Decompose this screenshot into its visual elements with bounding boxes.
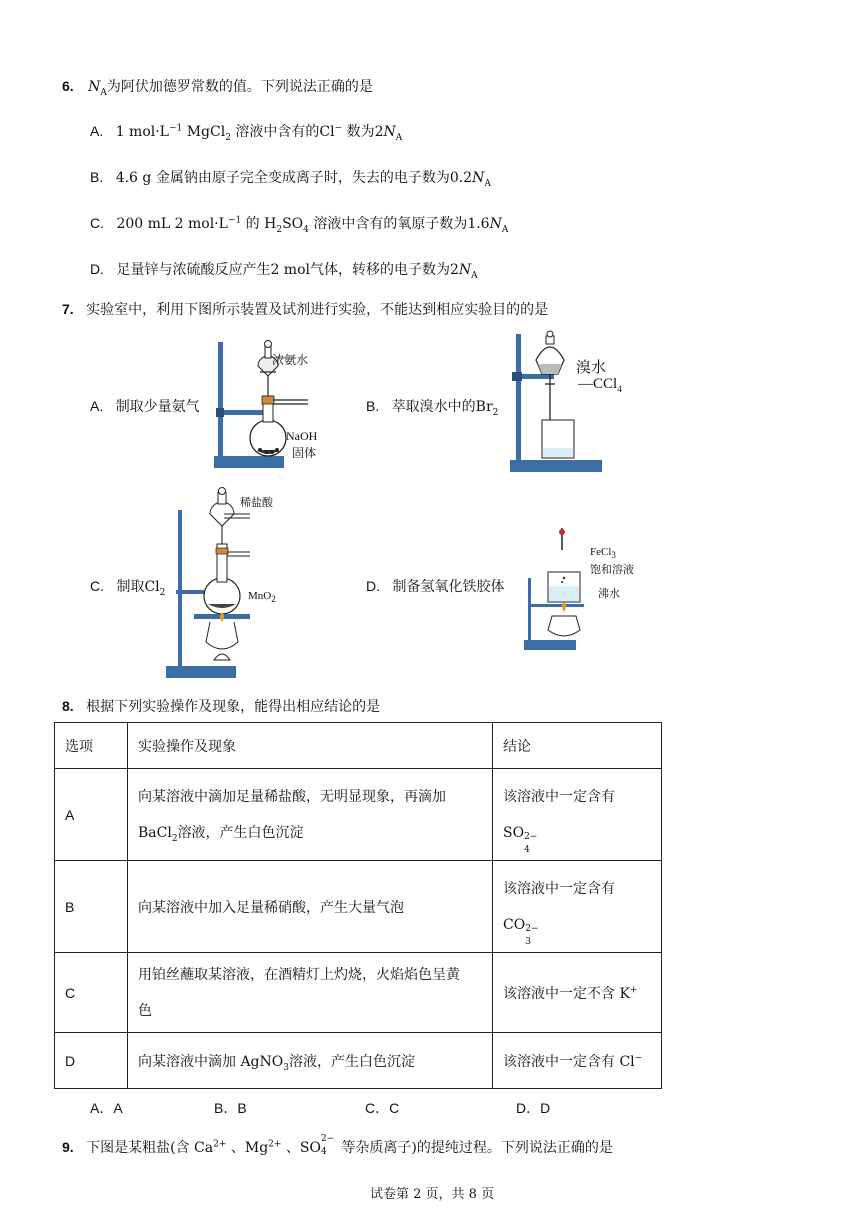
header-operation: 实验操作及现象	[128, 723, 493, 769]
q7-option-c: C. 制取$Cl_2$	[90, 578, 166, 598]
row-conclusion: 该溶液中一定含有 CO 2− 3	[493, 861, 662, 953]
q8-answer-c: C．C	[365, 1100, 400, 1116]
question-number: 9.	[62, 1139, 74, 1155]
q6-option-d: D. 足量锌与浓硫酸反应产生2 mol气体，转移的电子数为$2N_A$	[90, 261, 478, 281]
row-option: B	[55, 861, 128, 953]
question-8-stem: 8. 根据下列实验操作及现象，能得出相应结论的是	[62, 698, 381, 715]
label-fecl3: FeCl$_3$	[590, 546, 616, 561]
question-9-stem: 9. 下图是某粗盐(含 $Ca^{2+}$ 、$Mg^{2+}$ 、SO 2− 4 等杂质离子)的提纯过程。下列说法正确的是	[62, 1134, 613, 1157]
label-ammonia-water: 浓氨水	[272, 353, 309, 367]
table-row	[55, 953, 662, 1033]
table-row	[55, 769, 662, 861]
question-number: 6.	[62, 78, 74, 94]
row-conclusion: 该溶液中一定含有 Cl−	[493, 1033, 662, 1089]
q8-answer-b: B．B	[214, 1100, 247, 1116]
label-naoh: NaOH	[286, 429, 318, 443]
apparatus-c-figure	[164, 486, 284, 680]
row-operation: 向某溶液中滴加 AgNO$_3$溶液，产生白色沉淀	[128, 1033, 493, 1089]
question-number: 8.	[62, 698, 74, 714]
row-conclusion: 该溶液中一定不含 K+	[493, 953, 662, 1033]
question-number: 7.	[62, 301, 74, 317]
apparatus-b-figure	[508, 330, 608, 474]
row-option: A	[55, 769, 128, 861]
question-6-stem: 6. $N_A$为阿伏加德罗常数的值。下列说法正确的是	[62, 78, 373, 98]
header-conclusion: 结论	[493, 723, 662, 769]
page-footer: 试卷第 2 页，共 8 页	[370, 1187, 495, 1202]
label-bromine-water: 溴水	[576, 360, 607, 376]
row-operation: 用铂丝蘸取某溶液，在酒精灯上灼烧，火焰焰色呈黄 色	[128, 953, 493, 1033]
table-row	[55, 1033, 662, 1089]
q7-option-d: D. 制备氢氧化铁胶体	[366, 578, 505, 595]
row-operation: 向某溶液中加入足量稀硝酸，产生大量气泡	[128, 861, 493, 953]
experiment-table	[54, 722, 662, 1089]
q8-answer-d: D．D	[516, 1100, 551, 1116]
row-option: C	[55, 953, 128, 1033]
q6-option-b: B. 4.6 g 金属钠由原子完全变成离子时，失去的电子数为$0.2N_A$	[90, 169, 491, 189]
q7-option-b: B. 萃取溴水中的$Br_2$	[366, 398, 499, 418]
row-conclusion: 该溶液中一定含有 SO 2− 4	[493, 769, 662, 861]
q6-option-c: C. 200 mL 2 $mol\cdot L^{-1}$ 的 $H_2SO_4$ 溶液中含有的氧原子数为$1.6N_A$	[90, 215, 509, 235]
label-saturated-solution: 饱和溶液	[590, 564, 634, 576]
header-option: 选项	[55, 723, 128, 769]
question-7-stem: 7. 实验室中，利用下图所示装置及试剂进行实验，不能达到相应实验目的的是	[62, 301, 549, 318]
label-solid: 固体	[292, 446, 317, 460]
table-row	[55, 861, 662, 953]
q6-option-a: A. 1 $mol\cdot L^{-1}$ MgCl$_2$ 溶液中含有的Cl− 数为$2N_A$	[90, 123, 403, 143]
row-option: D	[55, 1033, 128, 1089]
label-boiling-water: 沸水	[598, 588, 620, 600]
table-header-row	[55, 723, 662, 769]
q7-option-a: A. 制取少量氨气	[90, 398, 200, 415]
row-operation: 向某溶液中滴加足量稀盐酸，无明显现象，再滴加 BaCl$_2$溶液，产生白色沉淀	[128, 769, 493, 861]
label-mno2: MnO$_2$	[248, 590, 276, 605]
q8-answer-a: A．A	[90, 1100, 123, 1116]
label-ccl4: —CCl$_4$	[578, 376, 622, 394]
label-dilute-hcl: 稀盐酸	[240, 497, 273, 509]
